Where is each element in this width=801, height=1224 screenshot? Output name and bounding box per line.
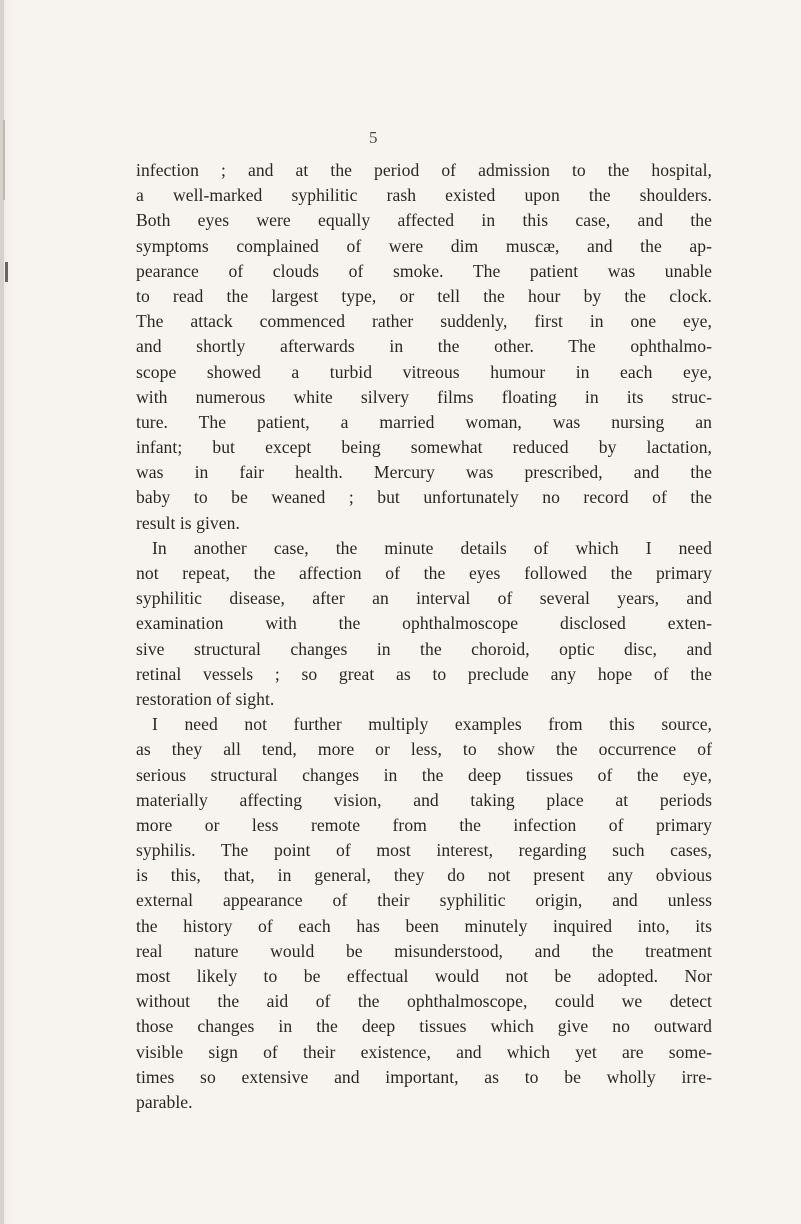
text-line: and shortly afterwards in the other. The ophthalmo- <box>136 336 712 357</box>
text-line: visible sign of their existence, and which yet are some- <box>136 1041 712 1062</box>
text-line: pearance of clouds of smoke. The patient was unable <box>136 260 712 281</box>
text-line: Both eyes were equally affected in this case, and the <box>136 210 712 231</box>
text-line: syphilis. The point of most interest, regarding such cases, <box>136 840 712 861</box>
text-line: the history of each has been minutely inquired into, its <box>136 915 712 936</box>
text-line: materially affecting vision, and taking place at periods <box>136 789 712 810</box>
text-line: those changes in the deep tissues which give no outward <box>136 1016 712 1037</box>
text-line: sive structural changes in the choroid, optic disc, and <box>136 638 712 659</box>
text-line: with numerous white silvery films floating in its struc- <box>136 386 712 407</box>
text-line: infection ; and at the period of admission to the hospital, <box>136 160 712 180</box>
text-line: The attack commenced rather suddenly, first in one eye, <box>136 311 712 332</box>
text-line: real nature would be misunderstood, and the treatment <box>136 940 712 961</box>
text-line: without the aid of the ophthalmoscope, could we detect <box>136 991 712 1012</box>
text-line: parable. <box>136 1091 193 1112</box>
text-line: I need not further multiply examples from this source, <box>152 714 712 735</box>
text-line: retinal vessels ; so great as to preclude any hope of the <box>136 663 712 684</box>
text-line: more or less remote from the infection of primary <box>136 814 712 835</box>
text-line: infant; but except being somewhat reduced by lactation, <box>136 437 712 458</box>
text-line: times so extensive and important, as to be wholly irre- <box>136 1066 712 1087</box>
text-line: most likely to be effectual would not be adopted. Nor <box>136 966 712 986</box>
text-line: In another case, the minute details of which I need <box>152 537 712 558</box>
text-line: symptoms complained of were dim muscæ, and the ap- <box>136 235 712 256</box>
binding-tick-mark <box>5 262 8 282</box>
text-line: scope showed a turbid vitreous humour in each eye, <box>136 361 712 382</box>
text-line: external appearance of their syphilitic origin, and unless <box>136 890 712 911</box>
text-line: is this, that, in general, they do not present any obvious <box>136 865 712 886</box>
text-line: a well-marked syphilitic rash existed upon the shoulders. <box>136 185 712 206</box>
text-line: syphilitic disease, after an interval of several years, and <box>136 588 712 609</box>
text-line: was in fair health. Mercury was prescribed, and the <box>136 462 712 483</box>
text-line: to read the largest type, or tell the hour by the clock. <box>136 285 712 306</box>
text-line: ture. The patient, a married woman, was nursing an <box>136 411 712 432</box>
text-line: restoration of sight. <box>136 688 275 709</box>
text-line: not repeat, the affection of the eyes followed the primary <box>136 563 712 583</box>
body-text <box>136 158 712 1115</box>
binding-shadow-mark <box>3 120 5 200</box>
text-line: baby to be weaned ; but unfortunately no record of the <box>136 487 712 508</box>
page-number: 5 <box>369 128 378 147</box>
text-line: serious structural changes in the deep tissues of the eye, <box>136 764 712 785</box>
text-line: as they all tend, more or less, to show the occurrence of <box>136 739 712 760</box>
text-line: result is given. <box>136 512 240 533</box>
text-line: examination with the ophthalmoscope disclosed exten- <box>136 613 712 634</box>
